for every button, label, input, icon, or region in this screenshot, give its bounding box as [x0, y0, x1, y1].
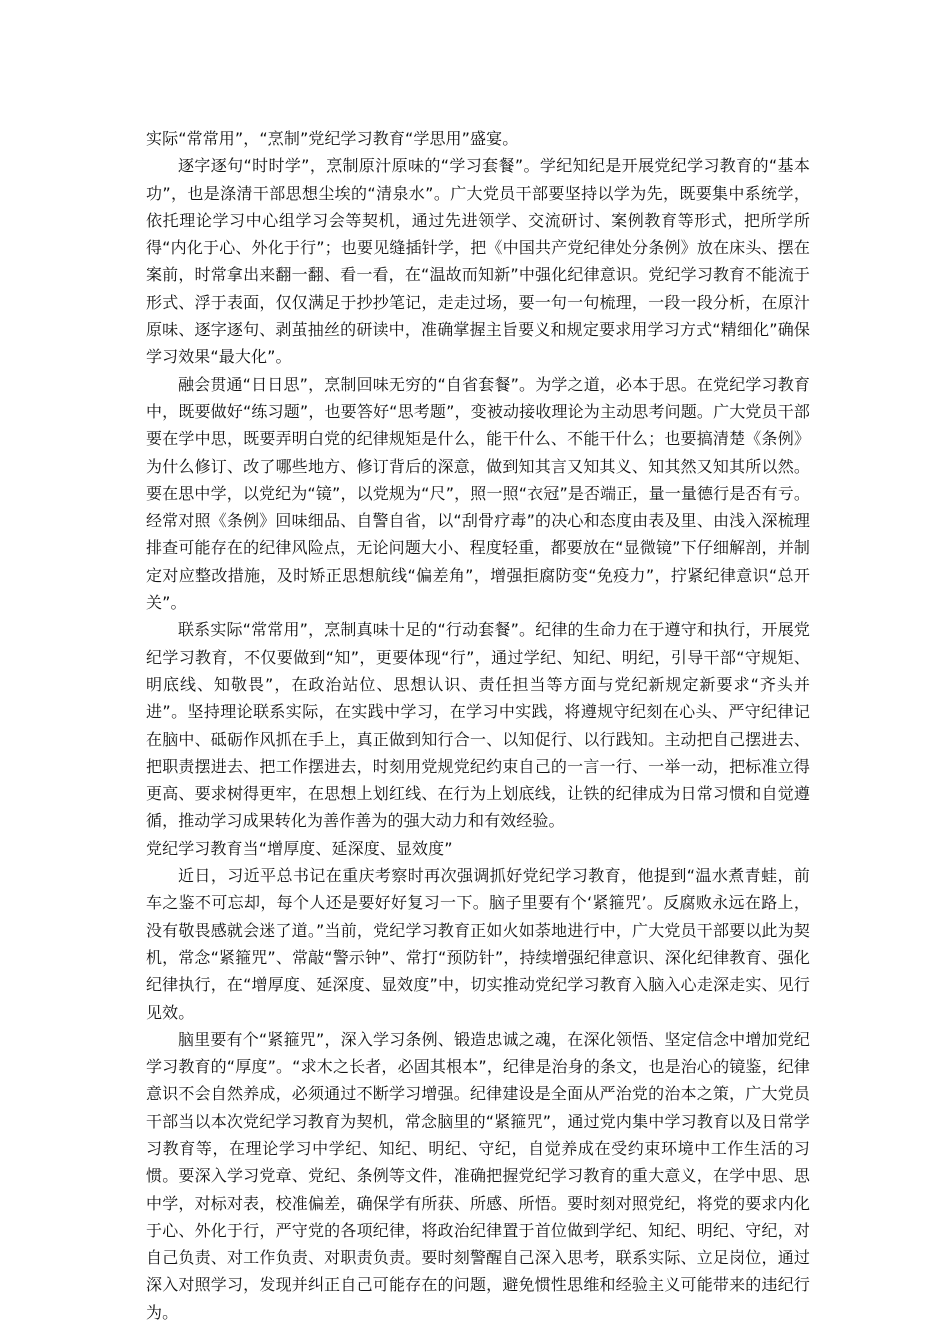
paragraph-study: 逐字逐句“时时学”，烹制原汁原味的“学习套餐”。学纪知纪是开展党纪学习教育的“基本功”，也是涤清干部思想尘埃的“清泉水”。广大党员干部要坚持以学为先，既要集中系统学，依托理论学习中心组学习会等契机，通过先进领学、交流研讨、案例教育等形式，把所学所得“内化于心、外化于行”；也要见缝插针学，把《中国共产党纪律处分条例》放在床头、摆在案前，时常拿出来翻一翻、看一看，在“温故而知新”中强化纪律意识。党纪学习教育不能流于形式、浮于表面，仅仅满足于抄抄笔记，走走过场，要一句一句梳理，一段一段分析，在原汁原味、逐字逐句、剥茧抽丝的研读中，准确掌握主旨要义和规定要求用学习方式“精细化”确保学习效果“最大化”。 — [146, 156, 810, 367]
paragraph-practice: 联系实际“常常用”，烹制真味十足的“行动套餐”。纪律的生命力在于遵守和执行，开展党纪学习教育，不仅要做到“知”，更要体现“行”，通过学纪、知纪、明纪，引导干部“守规矩、明底线、知敬畏”，在政治站位、思想认识、责任担当等方面与党纪新规定新要求“齐头并进”。坚持理论联系实际，在实践中学习，在学习中实践，将遵规守纪刻在心头、严守纪律记在脑中、砥砺作风抓在手上，真正做到知行合一、以知促行、以行践知。主动把自己摆进去、把职责摆进去、把工作摆进去，时刻用党规党纪约束自己的一言一行、一举一动，把标准立得更高、要求树得更牢，在思想上划红线、在行为上划底线，让铁的纪律成为日常习惯和自觉遵循，推动学习成果转化为善作善为的强大动力和有效经验。 — [146, 620, 810, 831]
paragraph-thickness: 脑里要有个“紧箍咒”，深入学习条例、锻造忠诚之魂，在深化领悟、坚定信念中增加党纪学习教育的“厚度”。“求木之长者，必固其根本”，纪律是治身的条文，也是治心的镜鉴，纪律意识不会自然养成，必须通过不断学习增强。纪律建设是全面从严治党的治本之策，广大党员干部当以本次党纪学习教育为契机，常念脑里的“紧箍咒”，通过党内集中学习教育以及日常学习教育等，在理论学习中学纪、知纪、明纪、守纪，自觉养成在受约束环境中工作生活的习惯。要深入学习党章、党纪、条例等文件，准确把握党纪学习教育的重大意义，在学中思、思中学，对标对表，校准偏差，确保学有所获、所感、所悟。要时刻对照党纪，将党的要求内化于心、外化于行，严守党的各项纪律，将政治纪律置于首位做到学纪、知纪、明纪、守纪，对自己负责、对工作负责、对职责负责。要时刻警醒自己深入思考，联系实际、立足岗位，通过深入对照学习，发现并纠正自己可能存在的问题，避免惯性思维和经验主义可能带来的违纪行为。 — [146, 1029, 810, 1322]
paragraph-reflect: 融会贯通“日日思”，烹制回味无穷的“自省套餐”。为学之道，必本于思。在党纪学习教育中，既要做好“练习题”，也要答好“思考题”，变被动接收理论为主动思考问题。广大党员干部要在学中思，既要弄明白党的纪律规矩是什么，能干什么、不能干什么；也要搞清楚《条例》为什么修订、改了哪些地方、修订背后的深意，做到知其言又知其义、知其然又知其所以然。要在思中学，以党纪为“镜”，以党规为“尺”，照一照“衣冠”是否端正，量一量德行是否有亏。经常对照《条例》回味细品、自警自省，以“刮骨疗毒”的决心和态度由表及里、由浅入深梳理排查可能存在的纪律风险点，无论问题大小、程度轻重，都要放在“显微镜”下仔细解剖，并制定对应整改措施，及时矫正思想航线“偏差角”，增强拒腐防变“免疫力”，拧紧纪律意识“总开关”。 — [146, 374, 810, 613]
paragraph-continuation: 实际“常常用”，“烹制”党纪学习教育“学思用”盛宴。 — [146, 129, 519, 148]
paragraph-intro: 近日，习近平总书记在重庆考察时再次强调抓好党纪学习教育，他提到“温水煮青蛙，前车之鉴不可忘却，每个人还是要好好复习一下。脑子里要有个‘紧箍咒’。反腐败永远在路上，没有敬畏感就会迷了道。”当前，党纪学习教育正如火如荼地进行中，广大党员干部要以此为契机，常念“紧箍咒”、常敲“警示钟”、常打“预防针”，持续增强纪律意识、深化纪律教育、强化纪律执行，在“增厚度、延深度、显效度”中，切实推动党纪学习教育入脑入心走深走实、见行见效。 — [146, 866, 810, 1022]
section-heading: 党纪学习教育当“增厚度、延深度、显效度” — [146, 838, 453, 858]
document-body — [146, 125, 810, 1326]
